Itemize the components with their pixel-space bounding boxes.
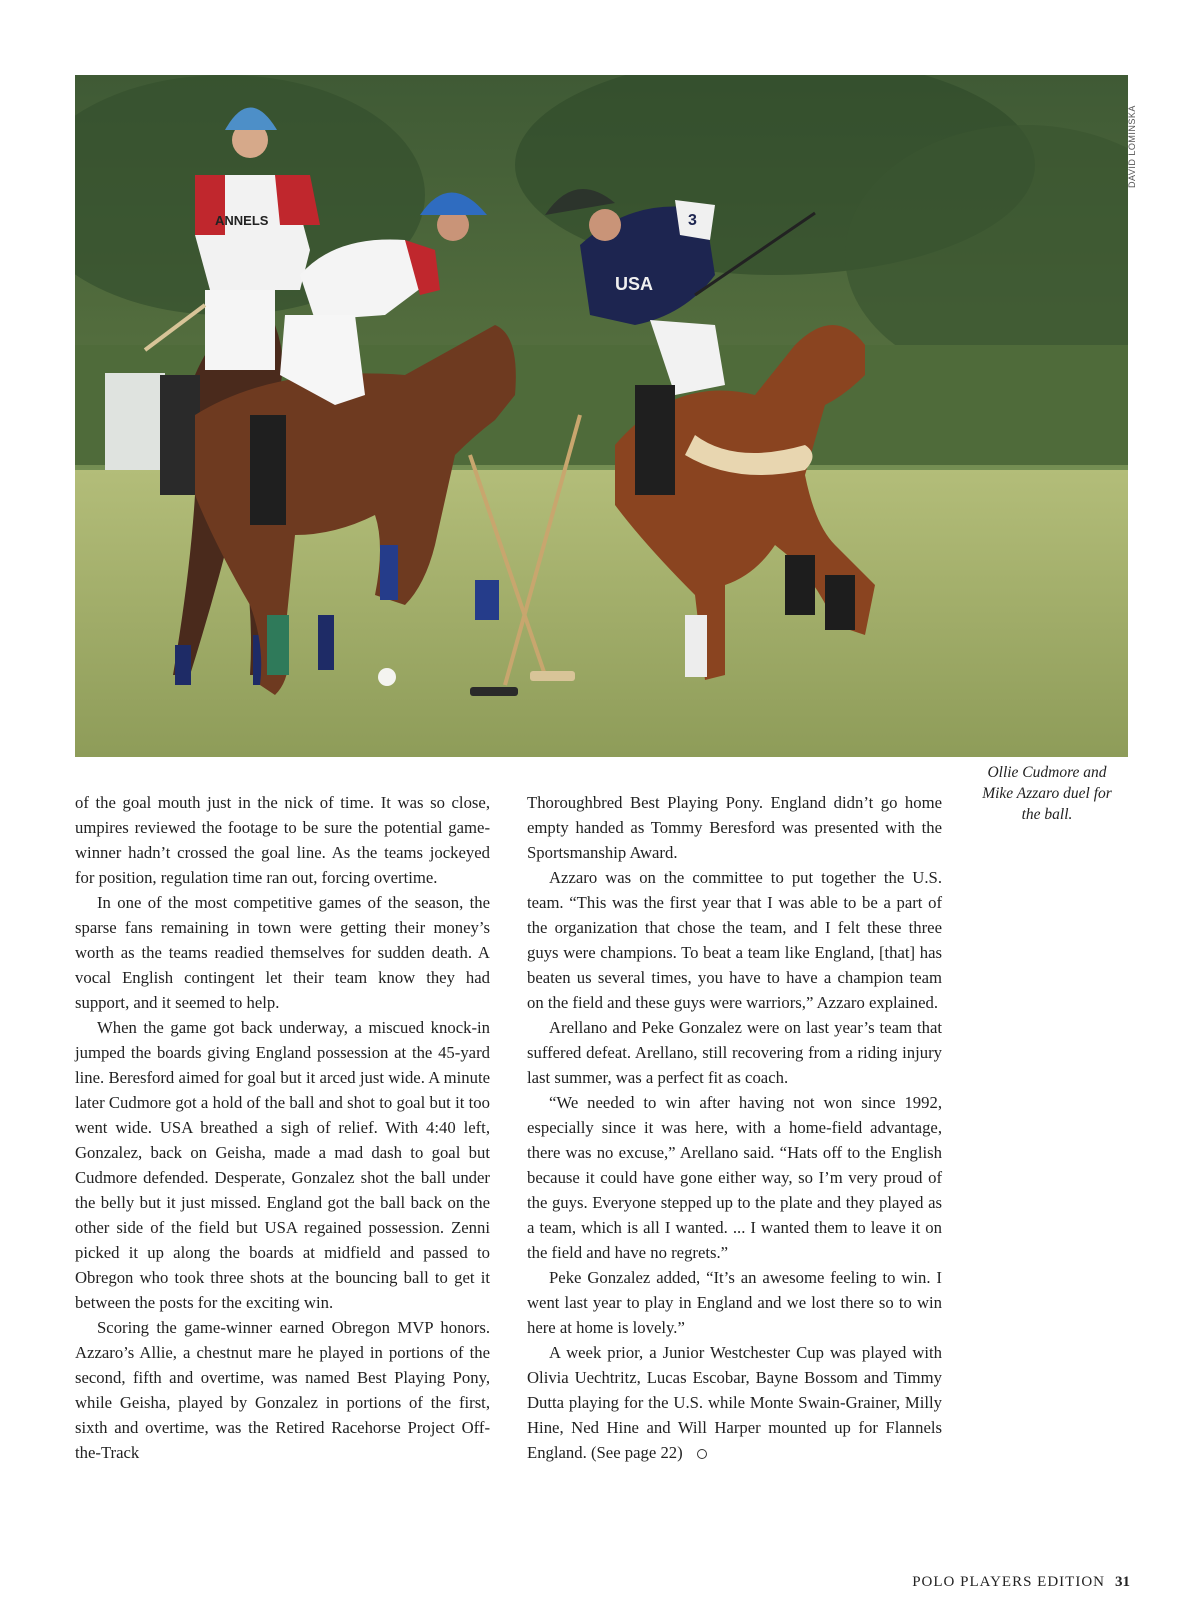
paragraph: In one of the most competitive games of the season, the sparse fans remaining in town were getting their money’s worth as the teams readied themselves for sudden death. A vocal English contingent let their team know they had support, and it seemed to help. bbox=[75, 893, 490, 1012]
jersey-number: 3 bbox=[688, 212, 697, 229]
paragraph: “We needed to win after having not won since 1992, especially since it was here, with a home-field advantage, there was no excuse,” Arellano said. “Hats off to the English because it could have gone either way, so I’m very proud of the guys. Everyone stepped up to the plate and they played as a team, which is all I wanted. ... I wanted them to leave it on the field and have no regrets.” bbox=[527, 1093, 942, 1262]
paragraph: When the game got back underway, a miscued knock-in jumped the boards giving England possession at the 45-yard line. Beresford aimed for goal but it arced just wide. A minute later Cudmore got a hold of the ball and shot to goal but it too went wide. USA breathed a sigh of relief. With 4:40 left, Gonzalez, back on Geisha, made a mad dash to goal but Cudmore defended. Desperate, Gonzalez shot the ball under the belly but it just missed. England got the ball back on the other side of the field but USA regained possession. Zenni picked it up along the boards at midfield and passed to Obregon who took three shots at the bouncing ball to get it between the posts for the exciting win. bbox=[75, 1018, 490, 1312]
article-column-2 bbox=[527, 790, 942, 1465]
page-number: 31 bbox=[1115, 1574, 1130, 1590]
paragraph: Peke Gonzalez added, “It’s an awesome feeling to win. I went last year to play in England and we lost there so to win here at home is lovely.” bbox=[527, 1268, 942, 1337]
paragraph: Arellano and Peke Gonzalez were on last year’s team that suffered defeat. Arellano, still recovering from a riding injury last summer, was a perfect fit as coach. bbox=[527, 1018, 942, 1087]
article-column-1 bbox=[75, 790, 490, 1465]
publication-name: POLO PLAYERS EDITION bbox=[912, 1574, 1105, 1590]
paragraph: of the goal mouth just in the nick of time. It was so close, umpires reviewed the footage to be sure the potential game-winner hadn’t crossed the goal line. As the teams jockeyed for position, regulation time ran out, forcing overtime. bbox=[75, 793, 490, 887]
jersey-text-left: ANNELS bbox=[215, 213, 269, 228]
hero-photo bbox=[75, 75, 1128, 757]
paragraph: Thoroughbred Best Playing Pony. England didn’t go home empty handed as Tommy Beresford was presented with the Sportsmanship Award. bbox=[527, 793, 942, 862]
jersey-text-right: USA bbox=[615, 274, 654, 294]
page-footer bbox=[912, 1574, 1130, 1591]
final-paragraph bbox=[527, 1340, 942, 1465]
end-mark-icon bbox=[697, 1449, 707, 1459]
paragraph: Scoring the game-winner earned Obregon MVP honors. Azzaro’s Allie, a chestnut mare he played in portions of the second, fifth and overtime, was named Best Playing Pony, while Geisha, played by Gonzalez in portions of the first, sixth and overtime, was the Retired Racehorse Project Off-the-Track bbox=[75, 1318, 490, 1462]
photo-caption: Ollie Cudmore and Mike Azzaro duel for the ball. bbox=[982, 764, 1112, 823]
photo-credit: DAVID LOMINSKA bbox=[1127, 105, 1137, 188]
polo-ball bbox=[378, 668, 396, 686]
paragraph-text: A week prior, a Junior Westchester Cup was played with Olivia Uechtritz, Lucas Escobar, Bayne Bossom and Timmy Dutta playing for the U.S. while Monte Swain-Grainer, Milly Hine, Ned Hine and Will Harper mounted up for Flannels England. (See page 22) bbox=[527, 1343, 942, 1462]
paragraph: Azzaro was on the committee to put together the U.S. team. “This was the first year that I was able to be a part of the organization that chose the team, and I felt these three guys were champions. To beat a team like England, [that] has beaten us several times, you have to have a champion team on the field and these guys were warriors,” Azzaro explained. bbox=[527, 868, 942, 1012]
